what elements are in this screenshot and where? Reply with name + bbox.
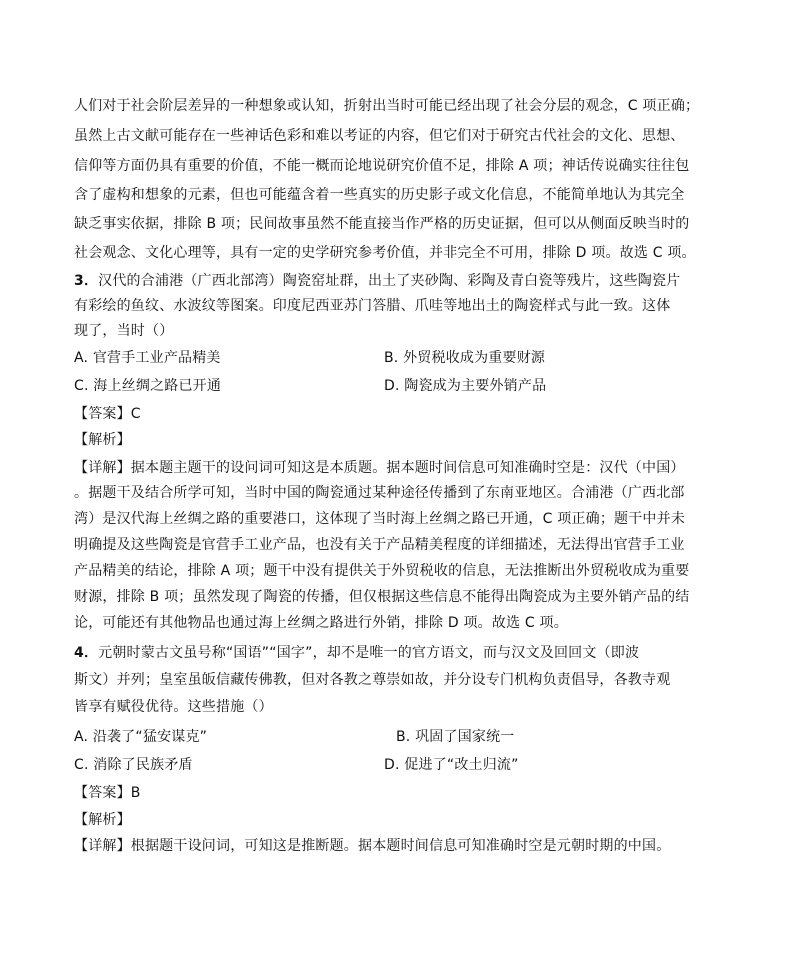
question-stem-line: 元朝时蒙古文虽号称“国语”“国字”，却不是唯一的官方语文，而与汉文及回回文（即波 <box>98 645 640 661</box>
question-stem-line: 汉代的合浦港（广西北部湾）陶瓷窑址群，出土了夹砂陶、彩陶及青白瓷等残片，这些陶瓷片 <box>98 273 681 289</box>
analysis-line: 社会观念、文化心理等，具有一定的史学研究参考价值，并非完全不可用，排除 D 项。故选 C 项。 <box>74 245 696 261</box>
option-c: C. 消除了民族矛盾 <box>74 757 193 773</box>
analysis-label: 【解析】 <box>74 812 131 828</box>
detail-line: 湾）是汉代海上丝绸之路的重要港口，这体现了当时海上丝绸之路已开通，C 项正确；题干中并未 <box>74 511 686 527</box>
detail-line: 明确提及这些陶瓷是官营手工业产品，也没有关于产品精美程度的详细描述，无法得出官营手工业 <box>74 537 685 553</box>
detail-line: 【详解】根据题干设问词，可知这是推断题。据本题时间信息可知准确时空是元朝时期的中国。 <box>74 838 671 854</box>
question-stem-line: 现了，当时（） <box>74 323 174 339</box>
analysis-line: 缺乏事实依据，排除 B 项；民间故事虽然不能直接当作严格的历史证据，但可以从侧面反映当时的 <box>74 216 690 232</box>
question-4-stem <box>74 643 639 663</box>
detail-line: 产品精美的结论，排除 A 项；题干中没有提供关于外贸税收的信息，无法推断出外贸税收成为重要 <box>74 563 690 579</box>
option-d: D. 促进了“改土归流” <box>384 757 519 773</box>
analysis-line: 人们对于社会阶层差异的一种想象或认知，折射出当时可能已经出现了社会分层的观念，C 项正确； <box>74 98 700 114</box>
option-b: B. 巩固了国家统一 <box>396 729 515 745</box>
option-c: C. 海上丝绸之路已开通 <box>74 378 222 394</box>
option-d: D. 陶瓷成为主要外销产品 <box>384 378 547 394</box>
question-stem-line: 斯文）并列；皇室虽皈信藏传佛教，但对各教之尊崇如故，并分设专门机构负责倡导，各教寺观 <box>74 672 671 688</box>
question-number: 4． <box>74 645 99 661</box>
question-stem-line: 有彩绘的鱼纹、水波纹等图案。印度尼西亚苏门答腊、爪哇等地出土的陶瓷样式与此一致。这体 <box>74 298 671 314</box>
analysis-line: 虽然上古文献可能存在一些神话色彩和难以考证的内容，但它们对于研究古代社会的文化、思想、 <box>74 128 685 144</box>
analysis-line: 信仰等方面仍具有重要的价值，不能一概而论地说研究价值不足，排除 A 项；神话传说确实往往包 <box>74 158 690 174</box>
option-a: A. 官营手工业产品精美 <box>74 350 221 366</box>
question-stem-line: 皆享有赋役优待。这些措施（） <box>74 699 273 715</box>
question-3-stem <box>74 271 680 291</box>
detail-line: 论，可能还有其他物品也通过海上丝绸之路进行外销，排除 D 项。故选 C 项。 <box>74 615 568 631</box>
answer-label: 【答案】C <box>74 406 141 422</box>
question-number: 3． <box>74 273 99 289</box>
detail-line: 。据题干及结合所学可知，当时中国的陶瓷通过某种途径传播到了东南亚地区。合浦港（广西北部 <box>74 485 685 501</box>
option-a: A. 沿袭了“猛安谋克” <box>74 729 208 745</box>
option-b: B. 外贸税收成为重要财源 <box>384 350 546 366</box>
detail-line: 【详解】据本题主题干的设问词可知这是本质题。据本题时间信息可知准确时空是：汉代（中国） <box>74 460 685 476</box>
analysis-line: 含了虚构和想象的元素，但也可能蕴含着一些真实的历史影子或文化信息，不能简单地认为其完全 <box>74 187 685 203</box>
analysis-label: 【解析】 <box>74 432 131 448</box>
answer-label: 【答案】B <box>74 785 141 801</box>
detail-line: 财源，排除 B 项；虽然发现了陶瓷的传播，但仅根据这些信息不能得出陶瓷成为主要外销产品的结 <box>74 589 690 605</box>
